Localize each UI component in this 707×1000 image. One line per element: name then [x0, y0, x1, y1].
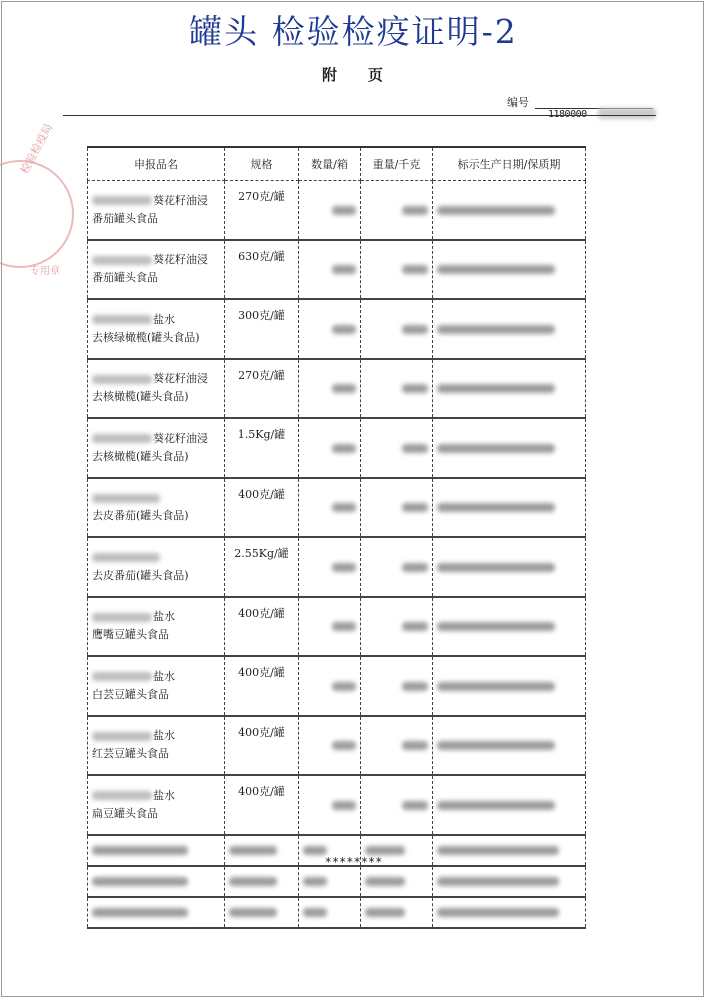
redaction-block — [402, 265, 428, 274]
table-row — [88, 181, 586, 240]
redaction-block — [92, 908, 188, 917]
date-cell-redacted — [433, 359, 586, 419]
product-name-cell — [88, 299, 225, 359]
weight-cell-redacted — [361, 716, 433, 776]
product-name-cell — [88, 775, 225, 835]
weight-cell-redacted — [361, 537, 433, 597]
redacted-brand — [92, 434, 152, 443]
redacted-brand — [92, 256, 152, 265]
spec-cell: 2.55Kg/罐 — [225, 537, 299, 597]
quantity-cell-redacted — [299, 359, 361, 419]
product-name-cell — [88, 716, 225, 776]
redaction-block — [332, 741, 356, 750]
table-row — [88, 597, 586, 657]
table-row — [88, 418, 586, 478]
redaction-block — [303, 908, 327, 917]
redacted-brand — [92, 613, 152, 622]
redaction-block — [402, 325, 428, 334]
date-cell-redacted — [433, 240, 586, 300]
spec-cell: 630克/罐 — [225, 240, 299, 300]
product-name-cell — [88, 478, 225, 538]
table-header-row — [88, 147, 586, 181]
table-row — [88, 537, 586, 597]
redaction-block — [437, 563, 555, 572]
redaction-block — [437, 265, 555, 274]
redaction-block — [402, 801, 428, 810]
stamp-suffix: 专用章 — [30, 266, 60, 277]
redaction-block — [365, 877, 405, 886]
table-row — [88, 775, 586, 835]
redaction-block — [332, 206, 356, 215]
date-cell-redacted — [433, 418, 586, 478]
product-name-line2: 扁豆罐头食品 — [92, 806, 158, 820]
table-row — [88, 716, 586, 776]
redaction-block — [402, 563, 428, 572]
header-quantity: 数量/箱 — [299, 147, 361, 181]
declaration-table — [87, 146, 586, 929]
redaction-block — [332, 503, 356, 512]
redaction-block — [437, 682, 555, 691]
header-product-name: 申报品名 — [88, 147, 225, 181]
weight-cell-redacted — [361, 418, 433, 478]
redacted-cell — [433, 897, 586, 928]
redacted-row — [88, 897, 586, 928]
redaction-block — [332, 622, 356, 631]
redacted-brand — [92, 375, 152, 384]
date-cell-redacted — [433, 656, 586, 716]
weight-cell-redacted — [361, 478, 433, 538]
spec-cell: 400克/罐 — [225, 656, 299, 716]
quantity-cell-redacted — [299, 181, 361, 240]
header-weight: 重量/千克 — [361, 147, 433, 181]
product-name-line2: 去核橄榄(罐头食品) — [92, 449, 189, 463]
weight-cell-redacted — [361, 775, 433, 835]
redacted-cell — [88, 866, 225, 897]
product-name-cell — [88, 418, 225, 478]
product-name-line2: 去皮番茄(罐头食品) — [92, 568, 189, 582]
redaction-block — [332, 325, 356, 334]
quantity-cell-redacted — [299, 240, 361, 300]
date-cell-redacted — [433, 716, 586, 776]
redacted-row — [88, 866, 586, 897]
spec-cell: 300克/罐 — [225, 299, 299, 359]
weight-cell-redacted — [361, 656, 433, 716]
redacted-cell — [299, 866, 361, 897]
redaction-block — [332, 384, 356, 393]
subtitle: 附 页 — [322, 66, 385, 84]
quantity-cell-redacted — [299, 656, 361, 716]
product-name-line1: 葵花籽油浸 — [153, 193, 208, 207]
redaction-block — [332, 563, 356, 572]
redacted-cell — [299, 897, 361, 928]
redacted-cell — [433, 866, 586, 897]
product-name-line2: 去核橄榄(罐头食品) — [92, 390, 189, 404]
redaction-block — [437, 877, 559, 886]
redaction-block — [402, 206, 428, 215]
product-name-line2: 去皮番茄(罐头食品) — [92, 509, 189, 523]
spec-cell: 1.5Kg/罐 — [225, 418, 299, 478]
product-name-line2: 番茄罐头食品 — [92, 211, 158, 225]
product-name-cell — [88, 537, 225, 597]
serial-redaction — [598, 108, 656, 119]
product-name-line2: 去核绿橄榄(罐头食品) — [92, 330, 200, 344]
weight-cell-redacted — [361, 181, 433, 240]
header-spec: 规格 — [225, 147, 299, 181]
redaction-block — [402, 622, 428, 631]
redacted-brand — [92, 196, 152, 205]
product-name-line1: 盐水 — [153, 610, 175, 624]
quantity-cell-redacted — [299, 775, 361, 835]
weight-cell-redacted — [361, 597, 433, 657]
redaction-block — [402, 444, 428, 453]
weight-cell-redacted — [361, 240, 433, 300]
redaction-block — [229, 908, 277, 917]
product-name-line1: 盐水 — [153, 788, 175, 802]
redacted-cell — [225, 866, 299, 897]
product-name-line1: 葵花籽油浸 — [153, 372, 208, 386]
product-name-cell — [88, 597, 225, 657]
redaction-block — [437, 908, 559, 917]
redacted-cell — [361, 897, 433, 928]
product-name-cell — [88, 240, 225, 300]
quantity-cell-redacted — [299, 418, 361, 478]
spec-cell: 270克/罐 — [225, 181, 299, 240]
table-row — [88, 240, 586, 300]
spec-cell: 400克/罐 — [225, 716, 299, 776]
redaction-block — [437, 444, 555, 453]
redaction-block — [229, 877, 277, 886]
redaction-block — [402, 384, 428, 393]
product-name-cell — [88, 656, 225, 716]
redaction-block — [332, 682, 356, 691]
redaction-block — [332, 444, 356, 453]
end-mark: ******** — [324, 855, 383, 869]
redaction-block — [402, 503, 428, 512]
product-name-line1: 盐水 — [153, 312, 175, 326]
serial-label: 编号 — [507, 96, 529, 109]
redaction-block — [437, 741, 555, 750]
product-name-line2: 白芸豆罐头食品 — [92, 687, 169, 701]
redaction-block — [437, 846, 559, 855]
redaction-block — [92, 846, 188, 855]
redaction-block — [332, 801, 356, 810]
product-name-line2: 鹰嘴豆罐头食品 — [92, 628, 169, 642]
header-rule — [63, 115, 656, 116]
product-name-line1: 盐水 — [153, 729, 175, 743]
redaction-block — [365, 846, 405, 855]
redacted-brand — [92, 672, 152, 681]
quantity-cell-redacted — [299, 537, 361, 597]
redaction-block — [437, 503, 555, 512]
redaction-block — [365, 908, 405, 917]
quantity-cell-redacted — [299, 299, 361, 359]
product-name-cell — [88, 359, 225, 419]
redaction-block — [437, 206, 555, 215]
weight-cell-redacted — [361, 359, 433, 419]
quantity-cell-redacted — [299, 597, 361, 657]
redaction-block — [402, 682, 428, 691]
redacted-brand — [92, 791, 152, 800]
redaction-block — [92, 877, 188, 886]
redacted-brand — [92, 553, 160, 562]
redacted-cell — [361, 866, 433, 897]
weight-cell-redacted — [361, 299, 433, 359]
date-cell-redacted — [433, 478, 586, 538]
redaction-block — [229, 846, 277, 855]
product-name-line1: 葵花籽油浸 — [153, 431, 208, 445]
date-cell-redacted — [433, 597, 586, 657]
quantity-cell-redacted — [299, 716, 361, 776]
header-date: 标示生产日期/保质期 — [433, 147, 586, 181]
date-cell-redacted — [433, 299, 586, 359]
product-name-cell — [88, 181, 225, 240]
redaction-block — [303, 846, 327, 855]
redacted-cell — [225, 897, 299, 928]
product-name-line2: 红芸豆罐头食品 — [92, 747, 169, 761]
redaction-block — [332, 265, 356, 274]
spec-cell: 270克/罐 — [225, 359, 299, 419]
redaction-block — [437, 325, 555, 334]
spec-cell: 400克/罐 — [225, 597, 299, 657]
table-row — [88, 478, 586, 538]
redacted-brand — [92, 315, 152, 324]
redaction-block — [437, 801, 555, 810]
product-name-line1: 盐水 — [153, 669, 175, 683]
table-row — [88, 656, 586, 716]
spec-cell: 400克/罐 — [225, 478, 299, 538]
redacted-cell — [88, 897, 225, 928]
product-name-line1: 葵花籽油浸 — [153, 253, 208, 267]
redacted-brand — [92, 732, 152, 741]
date-cell-redacted — [433, 537, 586, 597]
stamp-text: 检验检疫局 — [18, 121, 56, 177]
date-cell-redacted — [433, 775, 586, 835]
table-row — [88, 359, 586, 419]
serial-value: 1180000 — [548, 109, 587, 120]
table-row — [88, 299, 586, 359]
redaction-block — [303, 877, 327, 886]
date-cell-redacted — [433, 181, 586, 240]
redaction-block — [402, 741, 428, 750]
redaction-block — [437, 384, 555, 393]
product-name-line2: 番茄罐头食品 — [92, 271, 158, 285]
document-title: 罐头 检验检疫证明-2 — [189, 12, 518, 51]
redacted-brand — [92, 494, 160, 503]
spec-cell: 400克/罐 — [225, 775, 299, 835]
quantity-cell-redacted — [299, 478, 361, 538]
redaction-block — [437, 622, 555, 631]
